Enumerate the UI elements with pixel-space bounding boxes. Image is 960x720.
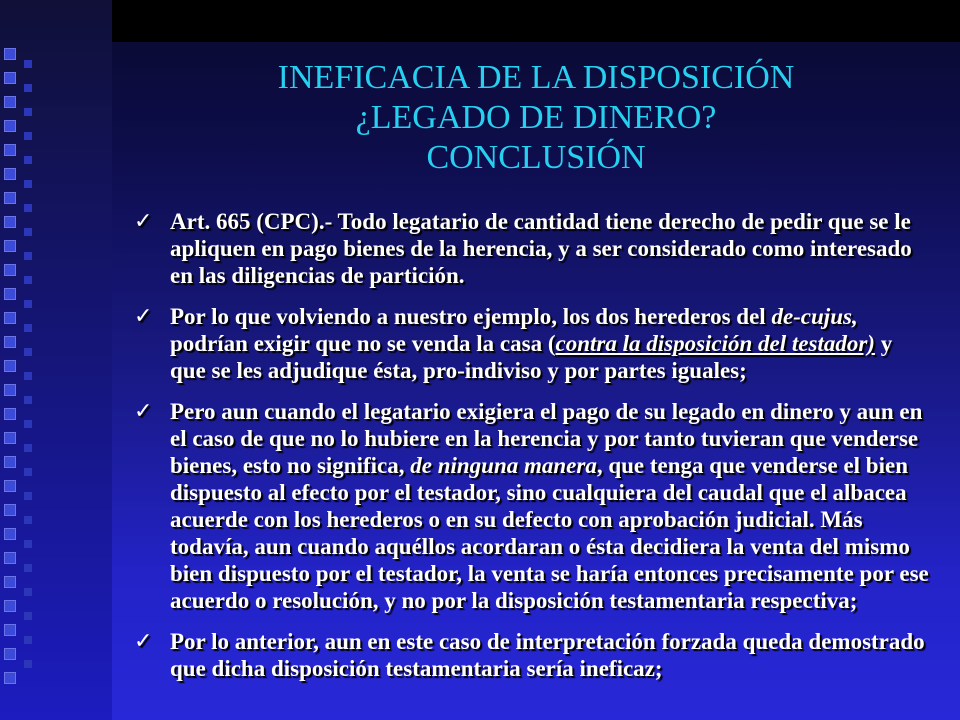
bullet-text: Pero aun cuando el legatario exigiera el pago de su legado en dinero y aun en el caso de que no lo hubiere en la herencia y por tanto tuvieran que venderse bienes, esto no significa,: [170, 399, 923, 478]
left-decorative-strip: [0, 0, 112, 720]
title-line: INEFICACIA DE LA DISPOSICIÓN: [277, 59, 795, 96]
bullet-item: [130, 303, 930, 384]
checkmark-icon: ✓: [134, 399, 153, 424]
bullet-underlined-text: contra la disposición del testador): [555, 331, 875, 356]
bullet-text: Por lo que volviendo a nuestro ejemplo, los dos herederos del: [170, 304, 772, 329]
bullet-italic-text: de ninguna manera: [410, 453, 597, 478]
bullet-text: y que se les adjudique ésta, pro-indiviso y por partes iguales;: [170, 331, 893, 383]
checkmark-icon: ✓: [134, 304, 153, 329]
decorative-squares-secondary: [24, 60, 54, 684]
bullet-item: [130, 628, 930, 682]
slide-title: [112, 58, 960, 178]
bullet-list: [130, 208, 930, 696]
checkmark-icon: ✓: [134, 629, 153, 654]
bullet-text: , que tenga que venderse el bien dispuesto al efecto por el testador, sino cualquiera del caudal que el albacea acuerde con los herederos o en su defecto con aprobación judicial. Más todavía, aun cuando aquéllos acordaran o ésta decidiera la venta del mismo bien dispuesto por el testador, la venta se haría entonces precisamente por ese acuerdo o resolución, y no por la disposición testamentaria respectiva;: [170, 453, 929, 613]
checkmark-icon: ✓: [134, 209, 153, 234]
bullet-item: [130, 398, 930, 614]
bullet-text: Art. 665 (CPC).- Todo legatario de cantidad tiene derecho de pedir que se le apliquen en pago bienes de la herencia, y a ser considerado como interesado en las diligencias de partición.: [170, 209, 912, 288]
bullet-text: Por lo anterior, aun en este caso de interpretación forzada queda demostrado que dicha disposición testamentaria sería ineficaz;: [170, 629, 925, 681]
bullet-item: [130, 208, 930, 289]
title-line: CONCLUSIÓN: [426, 139, 646, 176]
bullet-italic-text: de-cujus,: [771, 304, 858, 329]
bullet-text: podrían exigir que no se venda la casa (: [170, 331, 556, 356]
top-bar: [0, 0, 960, 42]
title-line: ¿LEGADO DE DINERO?: [355, 99, 717, 136]
